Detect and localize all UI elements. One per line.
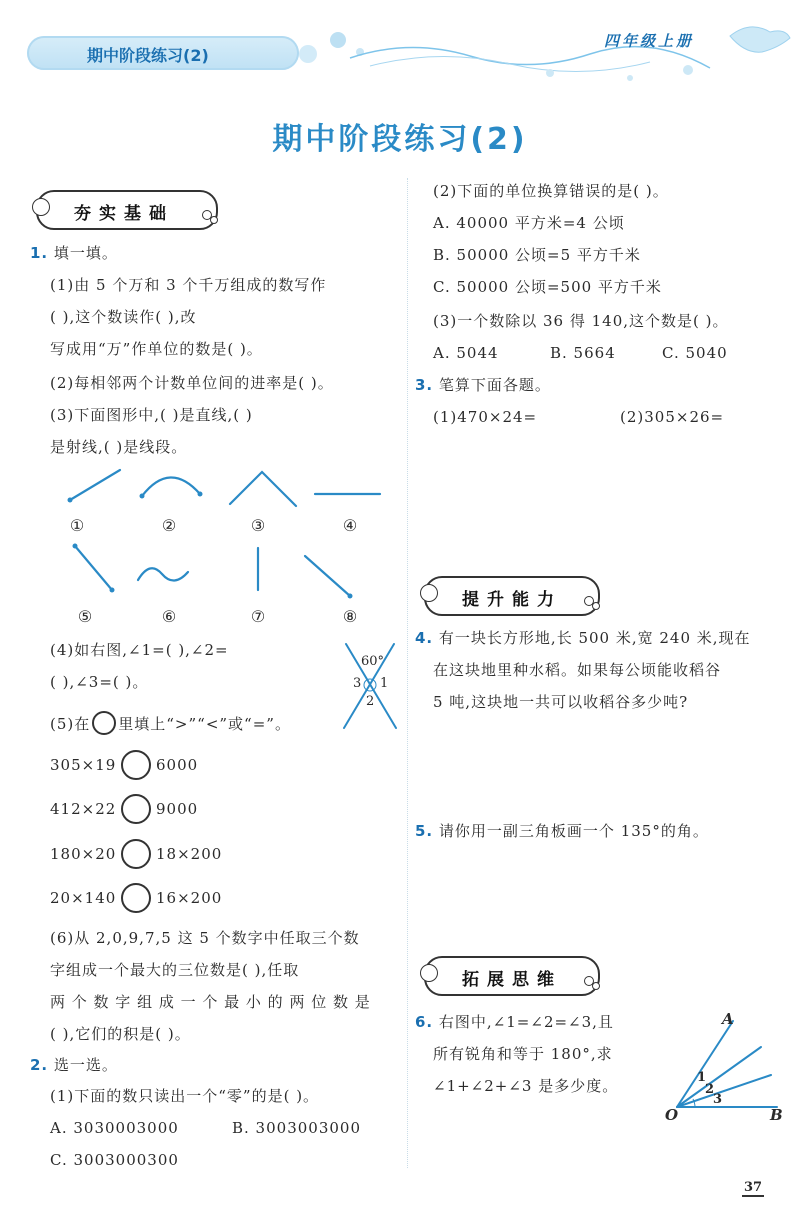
q4-number: 4.	[415, 629, 434, 647]
page-title: 期中阶段练习(2)	[272, 122, 528, 157]
q3-number: 3.	[415, 376, 434, 394]
column-divider	[407, 178, 408, 1168]
compare-row-3: 180×20	[50, 845, 117, 863]
angle-1-label: 1	[380, 676, 389, 691]
q2-part2-option-a: A. 40000 平方米=4 公顷	[433, 214, 625, 232]
figure-label-2: ②	[161, 516, 177, 535]
figure-label-3: ③	[250, 516, 266, 535]
q4-line2: 在这块地里种水稻。如果每公顷能收稻谷	[433, 661, 722, 679]
q1-part5: (5)在 里填上“>”“<”或“=”。	[50, 711, 291, 735]
angle-3-label: 3	[353, 676, 362, 691]
answer-circle-icon	[92, 711, 116, 735]
q1-part2: (2)每相邻两个计数单位间的进率是( )。	[50, 374, 334, 392]
badge-bubble-icon	[32, 198, 50, 216]
q2-part2-option-b: B. 50000 公顷=5 平方千米	[433, 246, 641, 264]
q4-line1: 有一块长方形地,长 500 米,宽 240 米,现在	[438, 629, 751, 647]
compare-row-4: 20×140	[50, 889, 117, 907]
figure-label-4: ④	[342, 516, 358, 535]
compare-row-1: 305×19	[50, 756, 117, 774]
q2-part3-option-c: C. 5040	[662, 344, 728, 362]
badge-extend: 拓展思维	[424, 956, 600, 996]
grade-label: 四年级上册	[604, 32, 695, 50]
q1-part6-line1: (6)从 2,0,9,7,5 这 5 个数字中任取三个数	[50, 929, 360, 947]
q1-part1-line2: ( ),这个数读作( ),改	[50, 308, 197, 326]
compare-row-2: 412×22	[50, 800, 117, 818]
q2-part1-option-a: A. 3030003000	[50, 1119, 179, 1137]
point-b-label: B	[770, 1106, 783, 1124]
badge-improve: 提升能力	[424, 576, 600, 616]
compare-answer-circle-1[interactable]	[121, 750, 151, 780]
q2-part2: (2)下面的单位换算错误的是( )。	[433, 182, 669, 200]
q1-part3-line2: 是射线,( )是线段。	[50, 438, 188, 456]
figure-label-8: ⑧	[342, 607, 358, 626]
figure-label-1: ①	[69, 516, 85, 535]
q1-part6-line4: ( ),它们的积是( )。	[50, 1025, 191, 1043]
compare-answer-circle-4[interactable]	[121, 883, 151, 913]
section-label: 期中阶段练习(2)	[87, 46, 209, 65]
q5-text: 请你用一副三角板画一个 135°的角。	[438, 822, 709, 840]
figure-label-7: ⑦	[250, 607, 266, 626]
q1-part6-line2: 字组成一个最大的三位数是( ),任取	[50, 961, 300, 979]
figure-label-5: ⑤	[77, 607, 93, 626]
header-decoration	[290, 18, 800, 88]
badge-bubble-icon	[420, 964, 438, 982]
q2-part1: (1)下面的数只读出一个“零”的是( )。	[50, 1087, 320, 1105]
q3-title: 笔算下面各题。	[438, 376, 551, 394]
q1-part4-line1: (4)如右图,∠1=( ),∠2=	[50, 641, 229, 659]
q1-part3-line1: (3)下面图形中,( )是直线,( )	[50, 406, 253, 424]
figure-label-6: ⑥	[161, 607, 177, 626]
badge-basic: 夯实基础	[36, 190, 218, 230]
badge-bubble-icon	[420, 584, 438, 602]
q1-number: 1.	[30, 244, 49, 262]
page-number: 37	[744, 1180, 763, 1195]
q1-title: 填一填。	[53, 244, 118, 262]
q6-line2: 所有锐角和等于 180°,求	[433, 1045, 613, 1063]
compare-answer-circle-2[interactable]	[121, 794, 151, 824]
q3-item-2: (2)305×26=	[620, 408, 725, 426]
angle-1-label: 1	[697, 1070, 707, 1085]
q2-part3-option-a: A. 5044	[433, 344, 499, 362]
q2-part3-option-b: B. 5664	[550, 344, 616, 362]
q6-number: 6.	[415, 1013, 434, 1031]
q3-item-1: (1)470×24=	[433, 408, 538, 426]
point-o-label: O	[665, 1106, 679, 1124]
q2-number: 2.	[30, 1056, 49, 1074]
q6-line1: 右图中,∠1=∠2=∠3,且	[438, 1013, 614, 1031]
line-figures	[50, 460, 400, 610]
q6-line3: ∠1+∠2+∠3 是多少度。	[433, 1077, 619, 1095]
q5-number: 5.	[415, 822, 434, 840]
section-label-pill	[27, 36, 299, 70]
angle-60-label: 60°	[361, 654, 385, 669]
q4-line3: 5 吨,这块地一共可以收稻谷多少吨?	[433, 693, 689, 711]
angle-2-label: 2	[366, 694, 375, 709]
q2-part1-option-c: C. 3003000300	[50, 1151, 179, 1169]
angle-3-label: 3	[713, 1092, 723, 1107]
q2-title: 选一选。	[53, 1056, 118, 1074]
ray-figure	[665, 1015, 785, 1115]
q1-part6-line3: 两 个 数 字 组 成 一 个 最 小 的 两 位 数 是	[50, 993, 371, 1011]
q2-part1-option-b: B. 3003003000	[232, 1119, 361, 1137]
q1-part4-line2: ( ),∠3=( )。	[50, 673, 149, 691]
angle-2-label: 2	[705, 1082, 715, 1097]
point-a-label: A	[722, 1010, 734, 1028]
q2-part3: (3)一个数除以 36 得 140,这个数是( )。	[433, 312, 729, 330]
q2-part2-option-c: C. 50000 公顷=500 平方千米	[433, 278, 662, 296]
compare-answer-circle-3[interactable]	[121, 839, 151, 869]
q1-part1-line3: 写成用“万”作单位的数是( )。	[50, 340, 263, 358]
q1-part1-line1: (1)由 5 个万和 3 个千万组成的数写作	[50, 276, 327, 294]
